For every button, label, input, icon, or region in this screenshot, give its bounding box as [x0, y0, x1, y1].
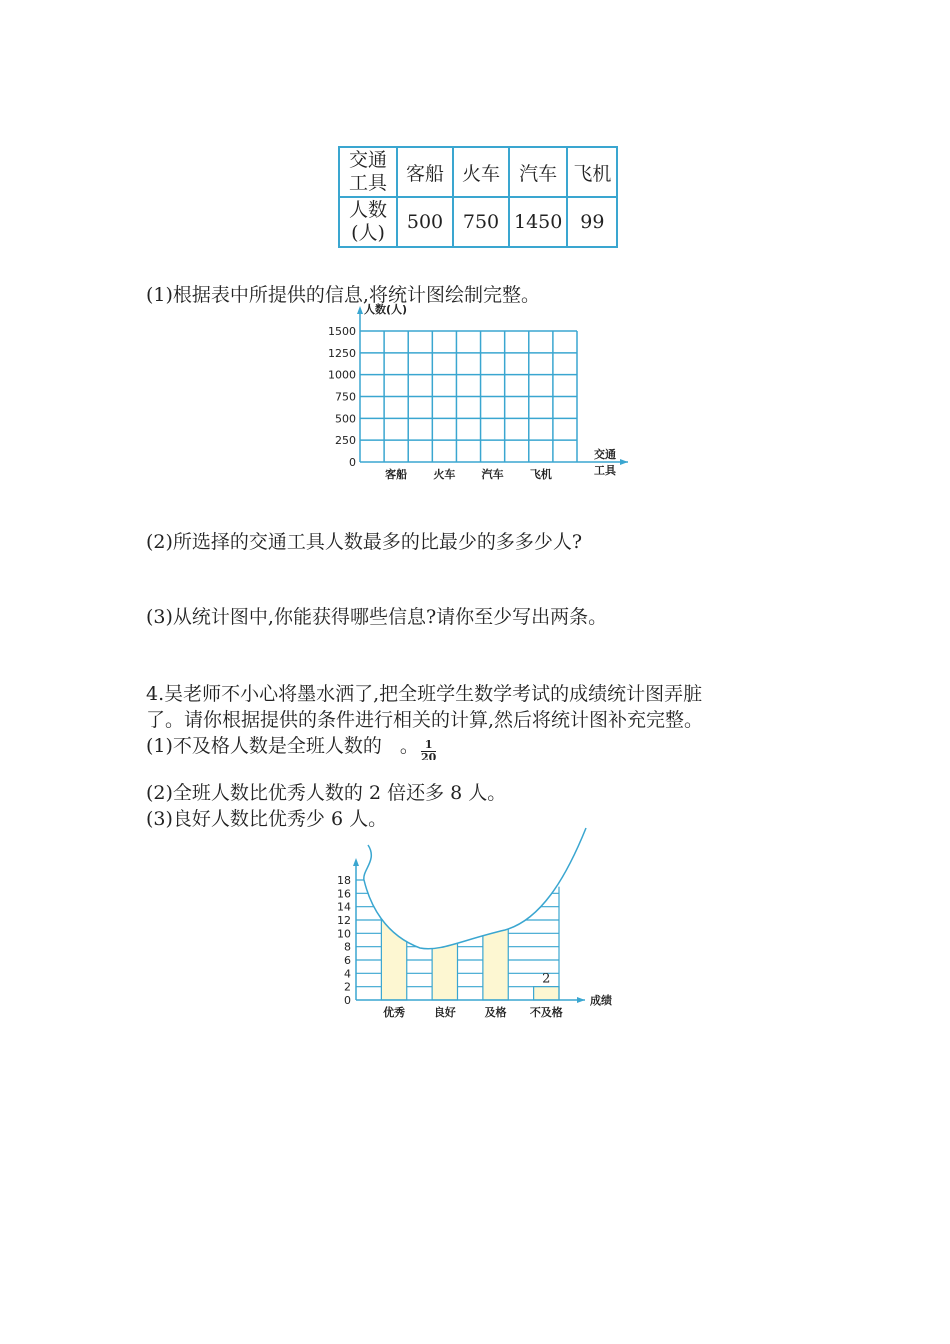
table-header-label: 交通 工具 [339, 147, 397, 197]
table-value-car: 1450 [509, 197, 567, 247]
y-tick-label: 250 [335, 434, 356, 448]
fraction-numerator: 1 [424, 738, 433, 751]
x-tick-label: 优秀 [383, 1006, 406, 1019]
q4-condition2: (2)全班人数比优秀人数的 2 倍还多 8 人。 [146, 782, 507, 804]
bar-value-label: 2 [542, 971, 551, 987]
table-col-ship: 客船 [397, 147, 453, 197]
y-tick-label: 0 [344, 994, 351, 1007]
q4-condition3: (3)良好人数比优秀少 6 人。 [146, 808, 388, 830]
q4-condition1: (1)不及格人数是全班人数的 。 [146, 735, 419, 757]
transport-chart-plot [328, 302, 628, 481]
x-axis-label: 成绩 [590, 994, 612, 1007]
fraction-denominator: 20 [421, 752, 437, 760]
q3-part1: (1)根据表中所提供的信息,将统计图绘制完整。 [146, 284, 540, 306]
y-tick-label: 2 [344, 980, 351, 994]
x-tick-label: 及格 [484, 1006, 507, 1019]
q4-intro-line2: 了。请你根据提供的条件进行相关的计算,然后将统计图补充完整。 [146, 709, 704, 731]
x-axis-arrow [577, 997, 585, 1003]
y-axis-arrow [353, 858, 359, 866]
table-col-car: 汽车 [509, 147, 567, 197]
y-tick-label: 0 [349, 456, 356, 469]
q4-intro-line1: 4.吴老师不小心将墨水洒了,把全班学生数学考试的成绩统计图弄脏 [146, 683, 703, 705]
table-col-train: 火车 [453, 147, 509, 197]
y-tick-label: 6 [344, 954, 351, 967]
y-tick-label: 10 [337, 927, 351, 941]
y-tick-label: 18 [337, 874, 351, 887]
y-tick-label: 500 [335, 412, 356, 426]
y-axis-arrow [357, 306, 363, 314]
table-value-train: 750 [453, 197, 509, 247]
y-axis-label: 人数(人) [364, 303, 408, 316]
table-col-plane: 飞机 [567, 147, 617, 197]
x-tick-label: 飞机 [529, 468, 552, 481]
y-tick-label: 4 [344, 967, 351, 981]
x-tick-label: 客船 [385, 468, 408, 481]
table-value-plane: 99 [567, 197, 617, 247]
x-axis-label: 工具 [594, 464, 616, 477]
x-axis-arrow [620, 459, 628, 465]
y-tick-label: 8 [344, 940, 351, 954]
q3-part3: (3)从统计图中,你能获得哪些信息?请你至少写出两条。 [146, 606, 608, 628]
x-tick-label: 汽车 [481, 468, 504, 481]
q3-part2: (2)所选择的交通工具人数最多的比最少的多多少人? [146, 531, 583, 553]
y-tick-label: 1000 [328, 368, 356, 382]
x-tick-label: 不及格 [529, 1006, 563, 1019]
table-value-ship: 500 [397, 197, 453, 247]
ink-blot-mask [364, 820, 586, 949]
table-row-label: 人数 (人) [339, 197, 397, 247]
x-tick-label: 良好 [433, 1006, 456, 1019]
fraction-one-twentieth [421, 739, 436, 760]
y-tick-label: 1250 [328, 346, 356, 360]
y-tick-label: 16 [337, 887, 351, 901]
x-axis-label: 交通 [594, 448, 616, 461]
grades-chart-plot [337, 820, 612, 1019]
y-tick-label: 12 [337, 914, 351, 927]
y-tick-label: 14 [337, 900, 351, 914]
bar-3 [534, 987, 559, 1000]
y-tick-label: 750 [335, 390, 356, 404]
y-tick-label: 1500 [328, 325, 356, 338]
x-tick-label: 火车 [433, 468, 456, 481]
